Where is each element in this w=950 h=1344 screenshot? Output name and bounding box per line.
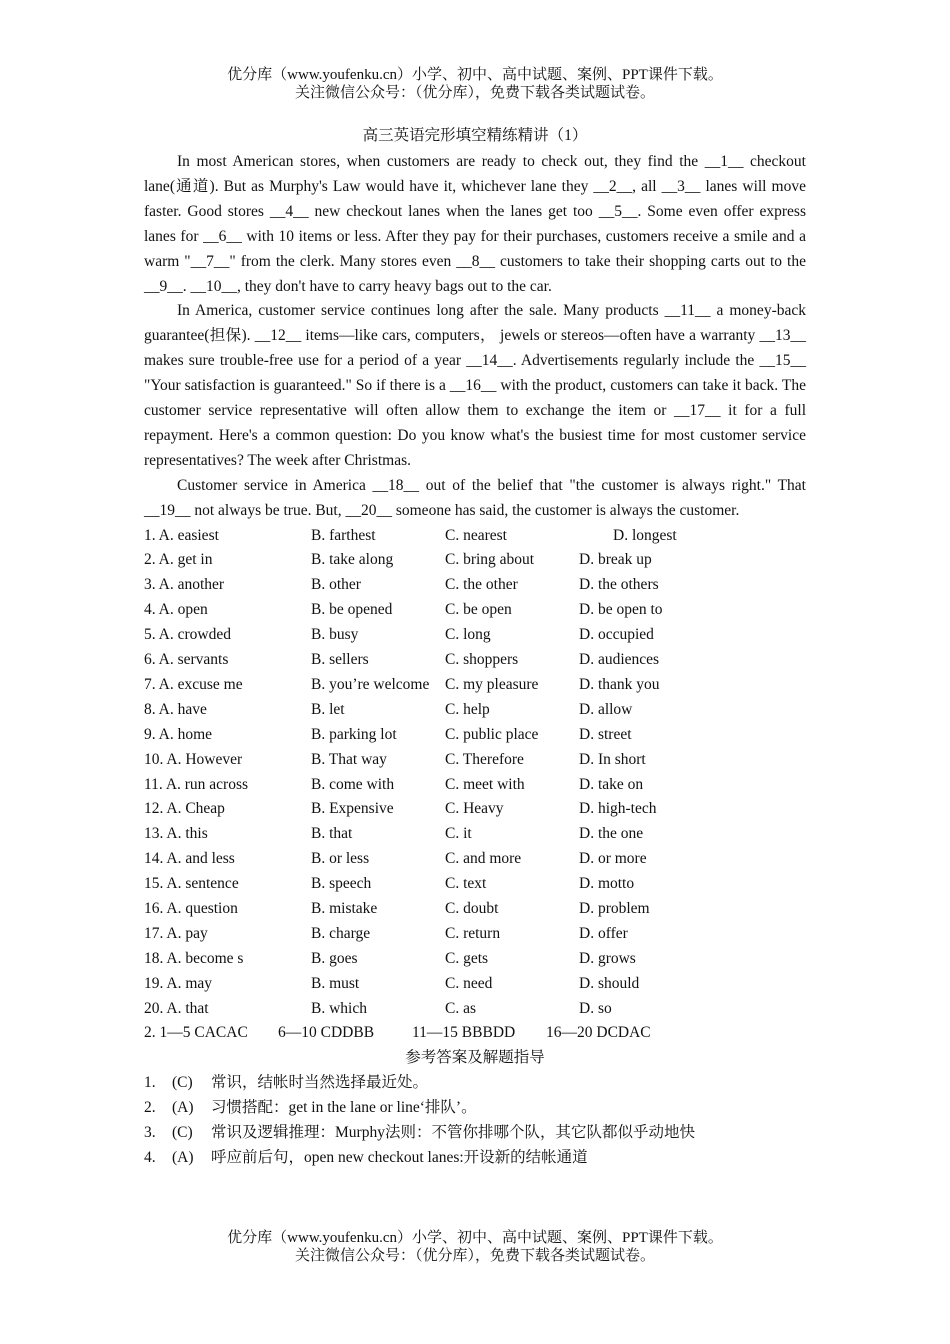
option-b: B. that — [311, 825, 353, 843]
option-c: C. Heavy — [445, 800, 504, 818]
options-list — [144, 524, 806, 1022]
option-b: B. you’re welcome — [311, 675, 430, 693]
option-d: D. street — [579, 725, 632, 743]
document-body — [144, 150, 806, 1171]
option-c: C. nearest — [445, 526, 507, 544]
header-line-1: 优分库（www.youfenku.cn）小学、初中、高中试题、案例、PPT课件下载。 — [227, 67, 723, 83]
option-a: 14. A. and less — [144, 850, 235, 868]
option-a: 6. A. servants — [144, 651, 229, 669]
option-b: B. sellers — [311, 651, 369, 669]
option-row — [144, 773, 806, 798]
option-c: C. meet with — [445, 775, 525, 793]
solution-letter: (A) — [172, 1099, 194, 1117]
solution-title: 参考答案及解题指导 — [405, 1049, 545, 1067]
option-b: B. must — [311, 974, 360, 992]
footer-line-1: 优分库（www.youfenku.cn）小学、初中、高中试题、案例、PPT课件下载。 — [227, 1230, 723, 1246]
solution-item — [144, 1096, 806, 1121]
option-c: C. my pleasure — [445, 675, 539, 693]
option-a: 4. A. open — [144, 601, 208, 619]
page-footer — [0, 1229, 950, 1265]
solution-text: 常识，结帐时当然选择最近处。 — [211, 1074, 429, 1092]
option-c: C. Therefore — [445, 750, 524, 768]
answer-key — [144, 1021, 806, 1046]
page-title: 高三英语完形填空精练精讲（1） — [362, 127, 588, 144]
option-b: B. which — [311, 999, 367, 1017]
option-a: 12. A. Cheap — [144, 800, 225, 818]
option-b: B. let — [311, 700, 345, 718]
option-c: C. the other — [445, 576, 518, 594]
option-c: C. it — [445, 825, 472, 843]
option-b: B. That way — [311, 750, 387, 768]
option-a: 15. A. sentence — [144, 875, 239, 893]
solution-text: 习惯搭配：get in the lane or line‘排队’。 — [211, 1099, 477, 1117]
solution-letter: (C) — [172, 1123, 193, 1141]
option-row — [144, 698, 806, 723]
solution-number: 2. — [144, 1099, 156, 1117]
option-b: B. take along — [311, 551, 394, 569]
option-row — [144, 897, 806, 922]
option-d: D. should — [579, 974, 640, 992]
option-d: D. problem — [579, 899, 650, 917]
option-row — [144, 623, 806, 648]
solution-letter: (C) — [172, 1074, 193, 1092]
option-d: D. the others — [579, 576, 659, 594]
option-d: D. thank you — [579, 675, 660, 693]
option-d: D. grows — [579, 949, 636, 967]
option-c: C. help — [445, 700, 490, 718]
option-a: 18. A. become s — [144, 949, 244, 967]
option-b: B. or less — [311, 850, 370, 868]
solution-number: 4. — [144, 1148, 156, 1166]
header-line-2: 关注微信公众号：（优分库），免费下载各类试题试卷。 — [294, 85, 655, 101]
option-row — [144, 573, 806, 598]
option-row — [144, 872, 806, 897]
option-a: 16. A. question — [144, 899, 238, 917]
option-c: C. text — [445, 875, 487, 893]
solution-letter: (A) — [172, 1148, 194, 1166]
option-a: 8. A. have — [144, 700, 207, 718]
option-row — [144, 673, 806, 698]
option-row — [144, 822, 806, 847]
option-b: B. farthest — [311, 526, 376, 544]
option-c: C. be open — [445, 601, 512, 619]
option-b: B. Expensive — [311, 800, 394, 818]
option-b: B. come with — [311, 775, 395, 793]
option-a: 2. A. get in — [144, 551, 213, 569]
option-row — [144, 648, 806, 673]
option-b: B. mistake — [311, 899, 378, 917]
option-a: 10. A. However — [144, 750, 243, 768]
option-a: 13. A. this — [144, 825, 208, 843]
option-b: B. charge — [311, 924, 371, 942]
option-row — [144, 524, 806, 549]
option-b: B. busy — [311, 626, 359, 644]
option-d: D. high-tech — [579, 800, 657, 818]
option-a: 9. A. home — [144, 725, 213, 743]
option-c: C. public place — [445, 725, 539, 743]
passage-paragraph: Customer service in America __18__ out of the belief that "the customer is always right." That __19__ not always be true. But, __20__ someone has said, the customer is always the customer. — [144, 476, 806, 519]
option-d: D. allow — [579, 700, 633, 718]
solution-item — [144, 1146, 806, 1171]
solution-text: 常识及逻辑推理：Murphy法则：不管你排哪个队，其它队都似乎动地快 — [211, 1123, 695, 1141]
option-c: C. as — [445, 999, 476, 1017]
option-c: C. and more — [445, 850, 522, 868]
option-d: D. In short — [579, 750, 646, 768]
answer-group: 16—20 DCDAC — [546, 1024, 651, 1042]
option-row — [144, 847, 806, 872]
passage-paragraph: In most American stores, when customers are ready to check out, they find the __1__ checkout lane(通道). But as Murphy's Law would have it, whichever lane they __2__, all __3__ lanes will move faster. Good stores __4__ new checkout lanes when the lanes get too __5__. Some even offer express lanes for __6__ with 10 items or less. After they pay for their purchases, customers receive a smile and a warm "__7__" from the clerk. Many stores even __8__ customers to take their shopping carts out to the __9__. __10__, they don't have to carry heavy bags out to the car. — [144, 153, 806, 295]
footer-line-2: 关注微信公众号：（优分库），免费下载各类试题试卷。 — [294, 1248, 655, 1264]
option-a: 5. A. crowded — [144, 626, 231, 644]
option-a: 19. A. may — [144, 974, 213, 992]
option-row — [144, 548, 806, 573]
option-c: C. shoppers — [445, 651, 519, 669]
option-c: C. long — [445, 626, 491, 644]
option-d: D. offer — [579, 924, 628, 942]
option-d: D. audiences — [579, 651, 660, 669]
option-d: D. longest — [613, 526, 677, 544]
option-d: D. so — [579, 999, 612, 1017]
option-a: 1. A. easiest — [144, 526, 219, 544]
option-a: 7. A. excuse me — [144, 675, 243, 693]
option-row — [144, 748, 806, 773]
solution-text: 呼应前后句，open new checkout lanes:开设新的结帐通道 — [211, 1148, 588, 1166]
option-a: 20. A. that — [144, 999, 209, 1017]
option-row — [144, 922, 806, 947]
option-c: C. return — [445, 924, 501, 942]
solution-item — [144, 1121, 806, 1146]
answer-group: 2. 1—5 CACAC — [144, 1024, 248, 1042]
option-c: C. doubt — [445, 899, 499, 917]
option-b: B. speech — [311, 875, 372, 893]
option-row — [144, 723, 806, 748]
solution-item — [144, 1071, 806, 1096]
option-d: D. take on — [579, 775, 644, 793]
option-b: B. goes — [311, 949, 358, 967]
option-a: 3. A. another — [144, 576, 225, 594]
option-d: D. occupied — [579, 626, 654, 644]
option-d: D. break up — [579, 551, 652, 569]
option-d: D. motto — [579, 875, 635, 893]
option-b: B. be opened — [311, 601, 393, 619]
passage-paragraph: In America, customer service continues long after the sale. Many products __11__ a money-back guarantee(担保). __12__ items—like cars, computers， jewels or stereos—often have a warranty __13__ makes sure trouble-free use for a period of a year __14__. Advertisements regularly include the __15__ "Your satisfaction is guaranteed." So if there is a __16__ with the product, customers can take it back. The customer service representative will often allow them to exchange the item or __17__ it for a full repayment. Here's a common question: Do you know what's the busiest time for most customer service representatives? The week after Christmas. — [144, 302, 806, 469]
solution-number: 3. — [144, 1123, 156, 1141]
option-row — [144, 947, 806, 972]
answer-group: 6—10 CDDBB — [278, 1024, 375, 1042]
option-row — [144, 598, 806, 623]
option-c: C. bring about — [445, 551, 535, 569]
option-d: D. be open to — [579, 601, 663, 619]
option-a: 11. A. run across — [144, 775, 249, 793]
solution-number: 1. — [144, 1074, 156, 1092]
option-b: B. parking lot — [311, 725, 397, 743]
answer-group: 11—15 BBBDD — [412, 1024, 516, 1042]
option-row — [144, 972, 806, 997]
option-row — [144, 797, 806, 822]
option-c: C. need — [445, 974, 493, 992]
option-b: B. other — [311, 576, 361, 594]
option-a: 17. A. pay — [144, 924, 208, 942]
option-d: D. the one — [579, 825, 644, 843]
page-header — [0, 66, 950, 102]
option-d: D. or more — [579, 850, 647, 868]
option-c: C. gets — [445, 949, 489, 967]
option-row — [144, 997, 806, 1022]
